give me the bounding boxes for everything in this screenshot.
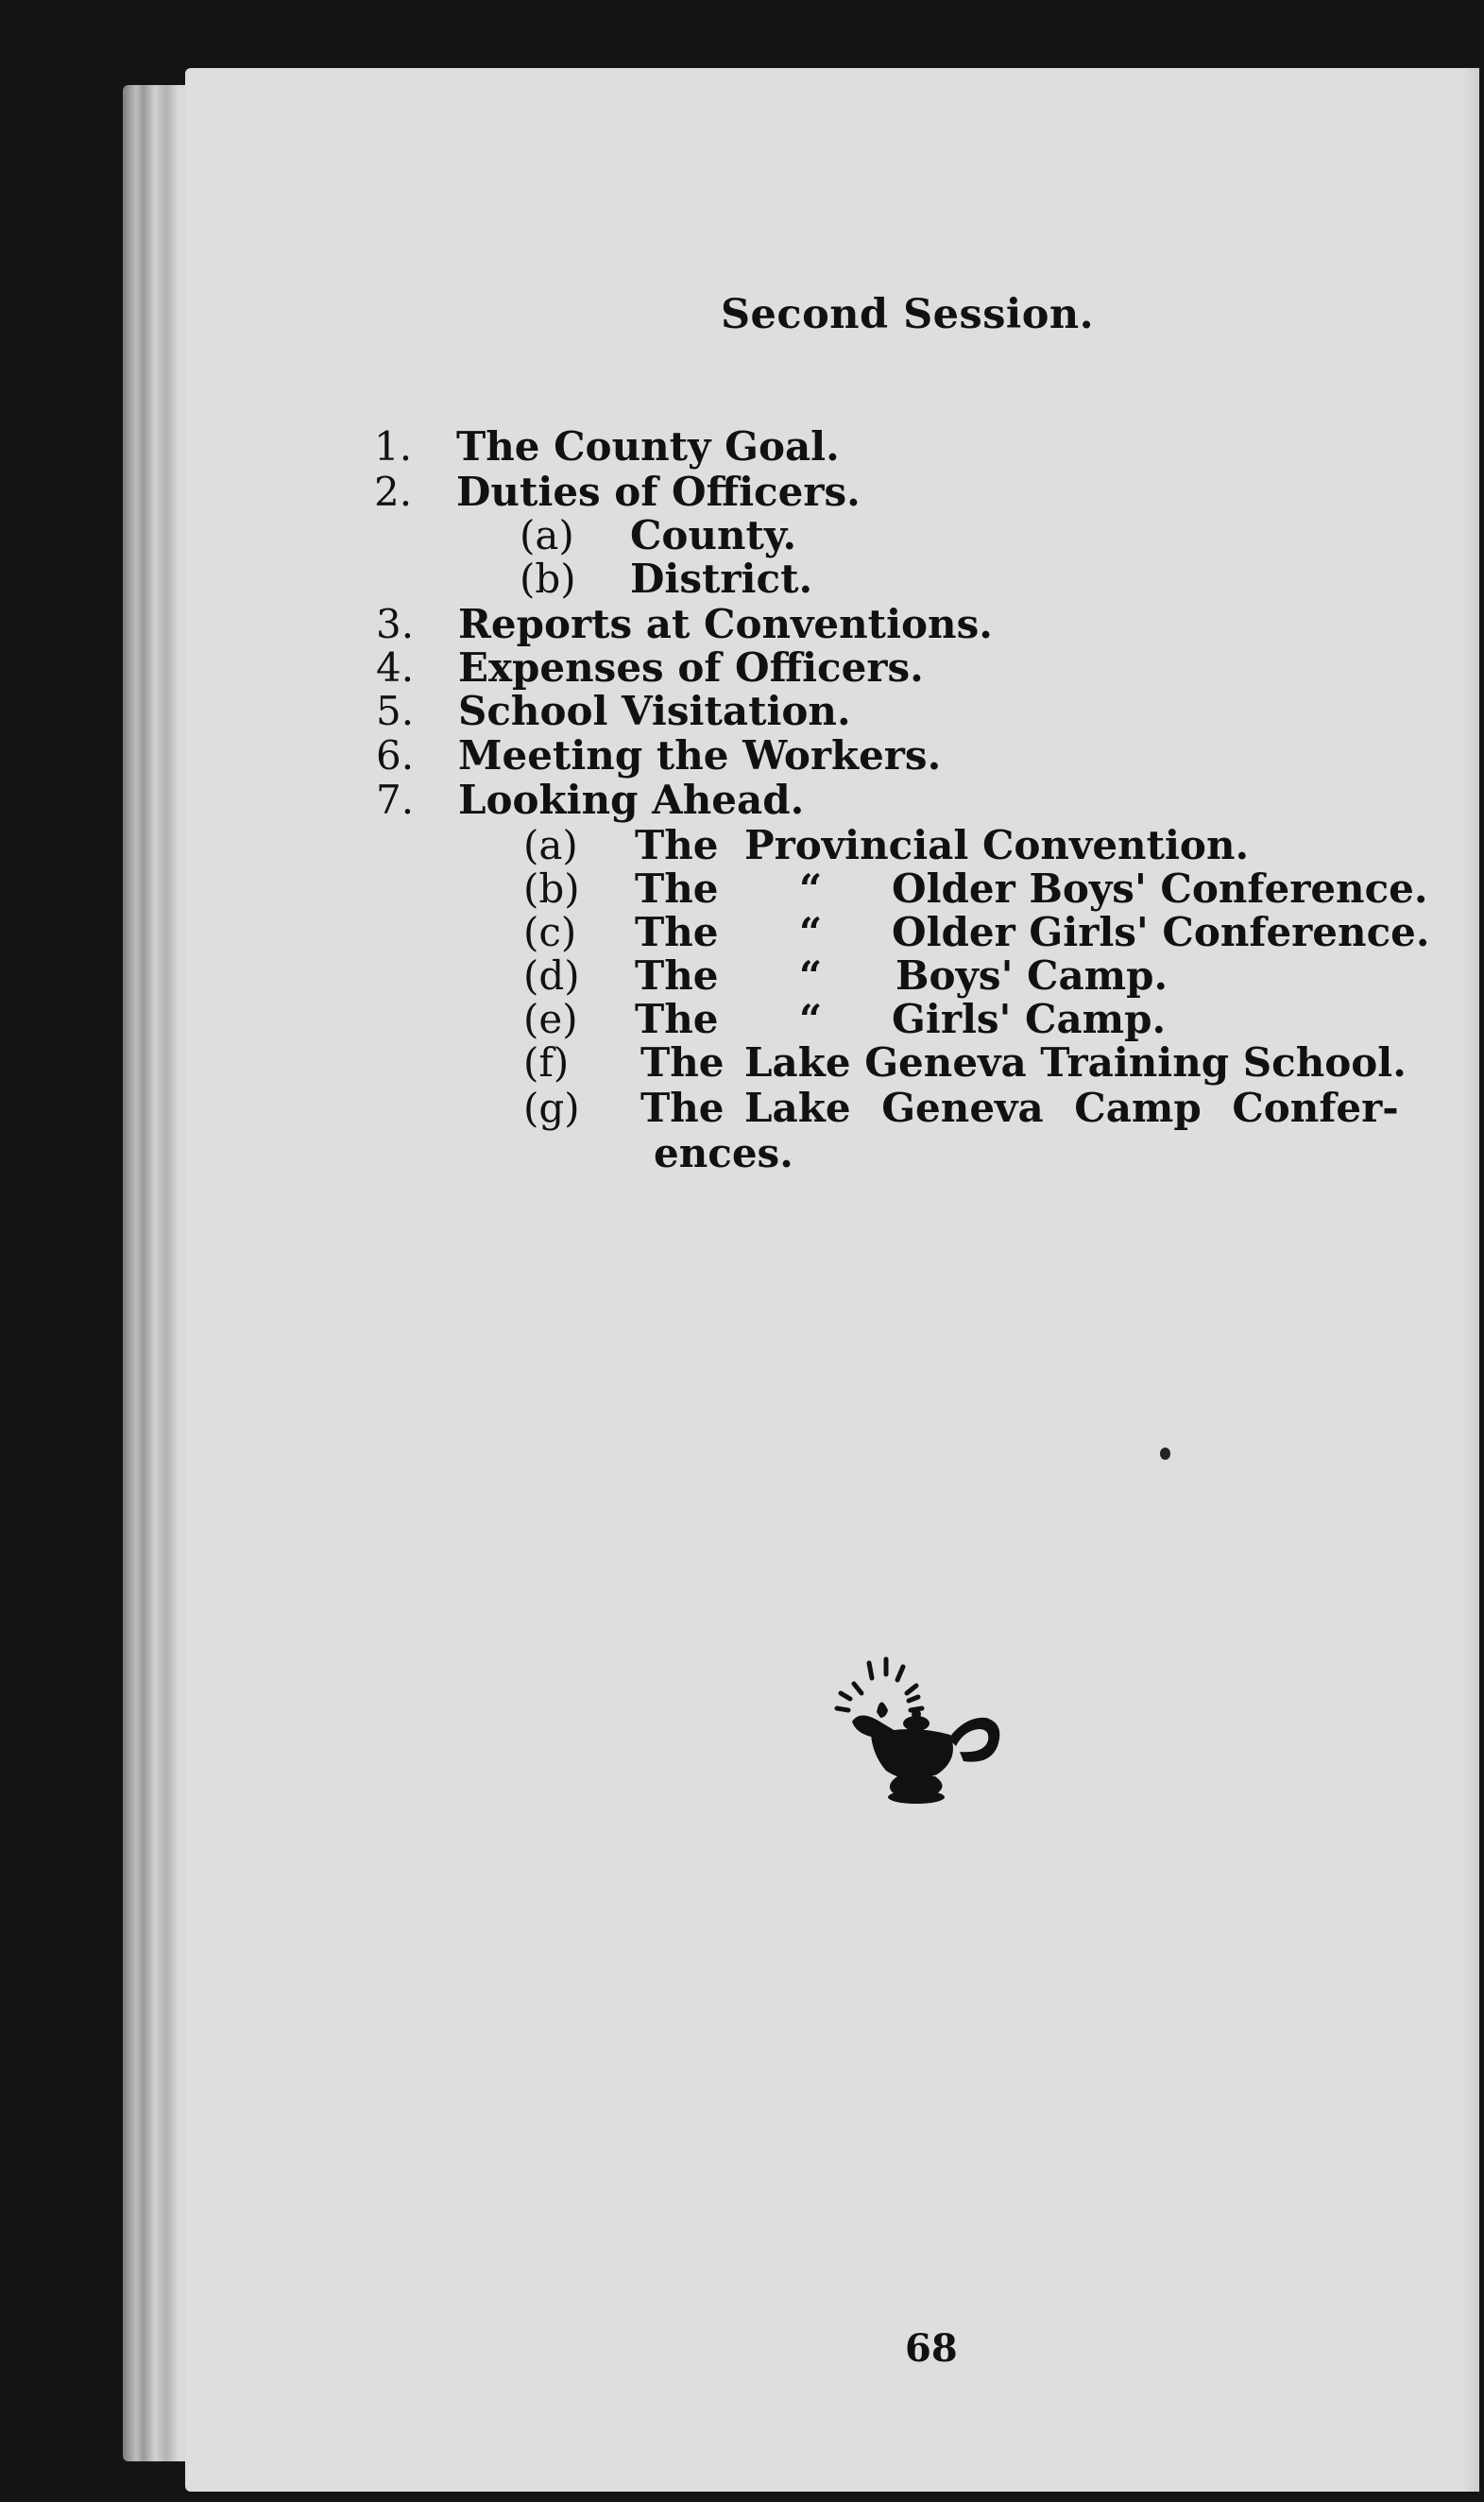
item-text: Looking Ahead. [458, 777, 805, 823]
sub-item-letter: (d) [523, 952, 580, 999]
sub-item-text: Older Boys' Conference. [892, 865, 1428, 912]
sub-item-letter: (b) [523, 865, 580, 912]
sub-item-text: Lake Geneva Camp Confer- [744, 1085, 1399, 1131]
session-heading: Second Session. [721, 291, 1095, 338]
item-text: Expenses of Officers. [458, 644, 924, 691]
item-number: 5. [376, 688, 415, 734]
sub-item-letter: (c) [523, 909, 577, 955]
sub-item-the: The [635, 996, 719, 1042]
ink-speck [1160, 1448, 1170, 1460]
sub-item-letter: (b) [520, 556, 576, 602]
sub-item-the: The [635, 952, 719, 999]
item-number: 2. [374, 469, 413, 515]
sub-item-letter: (e) [523, 996, 578, 1042]
book-page [185, 68, 1477, 2492]
item-text: Duties of Officers. [456, 469, 861, 515]
ditto-mark: “ [799, 909, 823, 955]
sub-item-letter: (a) [520, 512, 574, 558]
sub-item-text: Lake Geneva Training School. [744, 1039, 1407, 1086]
sub-item-the: The [640, 1039, 725, 1086]
item-text: Meeting the Workers. [458, 732, 942, 779]
ditto-mark: “ [799, 996, 823, 1042]
page-number: 68 [905, 2326, 958, 2371]
sub-item-text: Provincial Convention. [744, 822, 1250, 868]
lamp-of-learning-icon [818, 1655, 1016, 1825]
sub-item-letter: (a) [523, 822, 578, 868]
continuation-line: ences. [654, 1130, 793, 1176]
ditto-mark: “ [799, 952, 823, 999]
item-number: 6. [376, 732, 415, 779]
sub-item-text: County. [630, 512, 797, 558]
sub-item-letter: (g) [523, 1085, 580, 1131]
sub-item-the: The [635, 865, 719, 912]
item-number: 7. [376, 777, 415, 823]
sub-item-the: The [635, 822, 719, 868]
sub-item-text: Older Girls' Conference. [892, 909, 1430, 955]
sub-item-the: The [635, 909, 719, 955]
sub-item-the: The [640, 1085, 725, 1131]
sub-item-text: Boys' Camp. [896, 952, 1168, 999]
sub-item-text: District. [630, 556, 813, 602]
ditto-mark: “ [799, 865, 823, 912]
item-number: 1. [374, 423, 413, 470]
item-text: Reports at Conventions. [458, 601, 993, 647]
page-content [185, 68, 1477, 2492]
item-number: 3. [376, 601, 415, 647]
sub-item-text: Girls' Camp. [892, 996, 1167, 1042]
item-number: 4. [376, 644, 415, 691]
item-text: The County Goal. [456, 423, 840, 470]
sub-item-letter: (f) [523, 1039, 570, 1086]
item-text: School Visitation. [458, 688, 851, 734]
